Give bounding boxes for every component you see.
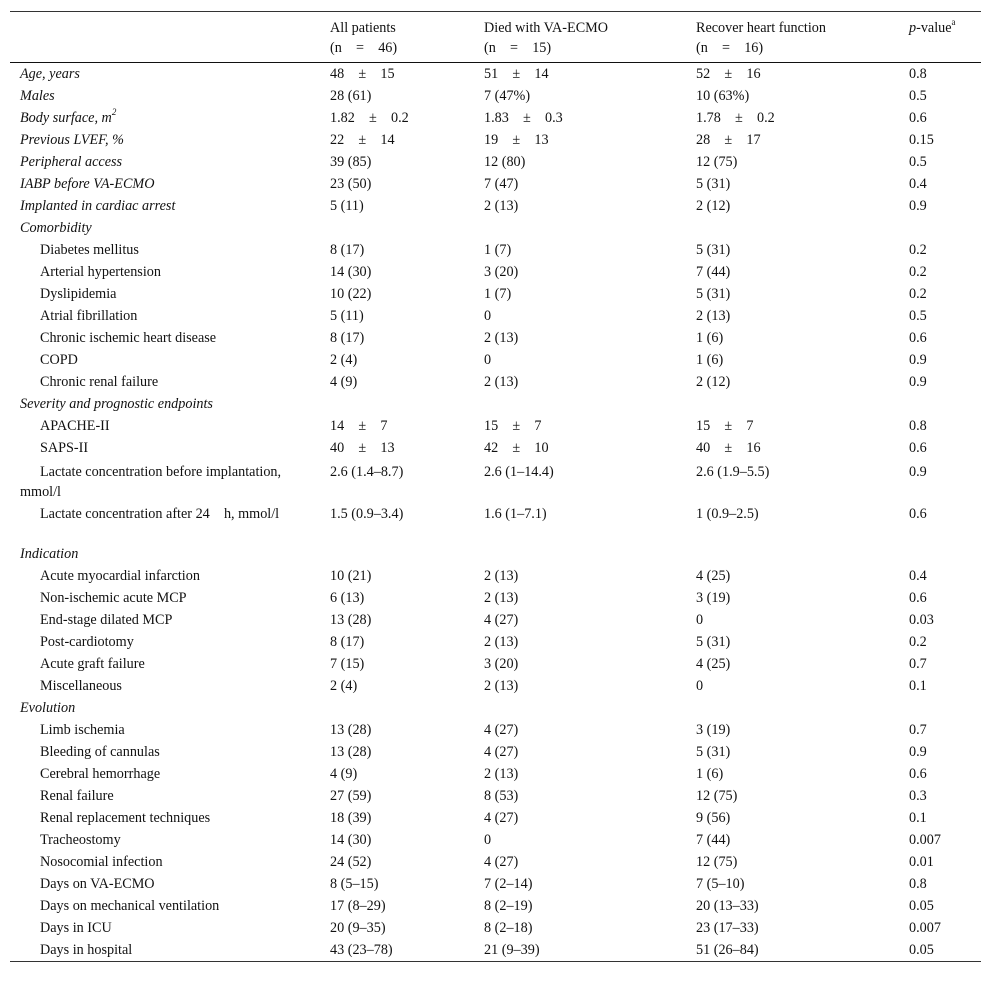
p-value: 0.7 xyxy=(909,656,927,672)
recovered-value: 5 (31) xyxy=(696,744,731,760)
recovered-value: 1 (6) xyxy=(696,352,724,368)
row-label xyxy=(20,675,340,697)
header-col1-title: All patients xyxy=(330,20,396,36)
all-patients-value: 28 (61) xyxy=(330,88,372,104)
all-patients-value: 13 (28) xyxy=(330,722,372,738)
recovered-value: 28 ± 17 xyxy=(696,132,761,148)
died-value: 2 (13) xyxy=(484,330,519,346)
header-died-with-va-ecmo xyxy=(484,18,608,58)
p-value: 0.6 xyxy=(909,110,927,126)
row-label xyxy=(20,173,320,195)
recovered-value: 2 (12) xyxy=(696,198,731,214)
all-patients-value: 14 ± 7 xyxy=(330,418,388,434)
table-row xyxy=(10,895,981,917)
recovered-value: 12 (75) xyxy=(696,854,738,870)
p-value: 0.9 xyxy=(909,374,927,390)
recovered-value: 10 (63%) xyxy=(696,88,750,104)
row-label xyxy=(20,283,340,305)
p-value: 0.5 xyxy=(909,308,927,324)
p-value: 0.9 xyxy=(909,464,927,480)
table-row xyxy=(10,873,981,895)
recovered-value: 7 (44) xyxy=(696,832,731,848)
died-value: 7 (2–14) xyxy=(484,876,533,892)
recovered-value: 0 xyxy=(696,612,704,628)
section-heading: Comorbidity xyxy=(20,220,92,236)
table-row xyxy=(10,371,981,393)
row-label xyxy=(20,609,340,631)
p-value: 0.007 xyxy=(909,920,941,936)
row-label-text: IABP before VA-ECMO xyxy=(20,176,155,192)
p-value: 0.2 xyxy=(909,264,927,280)
died-value: 2 (13) xyxy=(484,568,519,584)
all-patients-value: 4 (9) xyxy=(330,766,358,782)
row-label-text: Implanted in cardiac arrest xyxy=(20,198,176,214)
p-value: 0.9 xyxy=(909,744,927,760)
table-row xyxy=(10,719,981,741)
all-patients-value: 1.5 (0.9–3.4) xyxy=(330,506,404,522)
died-value: 4 (27) xyxy=(484,612,519,628)
died-value: 1 (7) xyxy=(484,286,512,302)
died-value: 12 (80) xyxy=(484,154,526,170)
p-value: 0.6 xyxy=(909,506,927,522)
section-heading: Indication xyxy=(20,546,79,562)
header-all-patients xyxy=(330,18,397,58)
p-value: 0.007 xyxy=(909,832,941,848)
row-label-superscript: 2 xyxy=(111,107,117,118)
died-value: 3 (20) xyxy=(484,264,519,280)
all-patients-value: 14 (30) xyxy=(330,832,372,848)
recovered-value: 7 (44) xyxy=(696,264,731,280)
p-value: 0.9 xyxy=(909,352,927,368)
row-label-text: Previous LVEF, % xyxy=(20,132,124,148)
table-row xyxy=(10,675,981,697)
row-label xyxy=(20,873,340,895)
table-row xyxy=(10,327,981,349)
recovered-value: 2.6 (1.9–5.5) xyxy=(696,464,770,480)
died-value: 2 (13) xyxy=(484,678,519,694)
all-patients-value: 5 (11) xyxy=(330,198,364,214)
row-label-text: Days in ICU xyxy=(40,920,112,936)
header-recover-heart-function xyxy=(696,18,826,58)
section-heading: Severity and prognostic endpoints xyxy=(20,396,213,412)
row-label-text: Renal replacement techniques xyxy=(40,810,211,826)
row-label xyxy=(20,462,320,502)
table-row xyxy=(10,415,981,437)
died-value: 15 ± 7 xyxy=(484,418,542,434)
all-patients-value: 24 (52) xyxy=(330,854,372,870)
died-value: 4 (27) xyxy=(484,810,519,826)
table-row xyxy=(10,631,981,653)
died-value: 3 (20) xyxy=(484,656,519,672)
p-value: 0.6 xyxy=(909,440,927,456)
died-value: 4 (27) xyxy=(484,744,519,760)
recovered-value: 2 (13) xyxy=(696,308,731,324)
row-label-text: Arterial hypertension xyxy=(40,264,161,280)
row-label-text: Non-ischemic acute MCP xyxy=(40,590,187,606)
died-value: 4 (27) xyxy=(484,722,519,738)
table-row xyxy=(10,107,981,129)
recovered-value: 5 (31) xyxy=(696,634,731,650)
recovered-value: 20 (13–33) xyxy=(696,898,759,914)
recovered-value: 9 (56) xyxy=(696,810,731,826)
row-label xyxy=(20,107,320,129)
table-row xyxy=(10,565,981,587)
all-patients-value: 13 (28) xyxy=(330,744,372,760)
died-value: 1.83 ± 0.3 xyxy=(484,110,563,126)
died-value: 0 xyxy=(484,832,492,848)
all-patients-value: 2.6 (1.4–8.7) xyxy=(330,464,404,480)
died-value: 2 (13) xyxy=(484,198,519,214)
all-patients-value: 8 (17) xyxy=(330,242,365,258)
row-label-text: Days on mechanical ventilation xyxy=(40,898,220,914)
recovered-value: 4 (25) xyxy=(696,656,731,672)
row-label xyxy=(20,763,340,785)
died-value: 51 ± 14 xyxy=(484,66,549,82)
p-value: 0.2 xyxy=(909,286,927,302)
all-patients-value: 43 (23–78) xyxy=(330,942,393,958)
row-label xyxy=(20,63,320,85)
row-label xyxy=(20,895,340,917)
p-value: 0.05 xyxy=(909,898,934,914)
table-row xyxy=(10,173,981,195)
p-value: 0.6 xyxy=(909,590,927,606)
died-value: 2 (13) xyxy=(484,374,519,390)
recovered-value: 5 (31) xyxy=(696,176,731,192)
recovered-value: 7 (5–10) xyxy=(696,876,745,892)
all-patients-value: 8 (5–15) xyxy=(330,876,379,892)
all-patients-value: 13 (28) xyxy=(330,612,372,628)
row-label xyxy=(20,349,340,371)
p-value: 0.03 xyxy=(909,612,934,628)
recovered-value: 40 ± 16 xyxy=(696,440,761,456)
row-label-text: Limb ischemia xyxy=(40,722,125,738)
header-col3-n: (n = 16) xyxy=(696,40,764,56)
row-label xyxy=(20,807,340,829)
row-label xyxy=(20,305,340,327)
table-row xyxy=(10,653,981,675)
all-patients-value: 8 (17) xyxy=(330,330,365,346)
died-value: 2 (13) xyxy=(484,590,519,606)
table-row xyxy=(10,851,981,873)
header-p-rest: -value xyxy=(916,20,952,36)
table-row xyxy=(10,807,981,829)
row-label-text: COPD xyxy=(40,352,78,368)
table-row xyxy=(10,587,981,609)
all-patients-value: 40 ± 13 xyxy=(330,440,395,456)
row-label xyxy=(20,195,320,217)
row-label xyxy=(20,371,340,393)
table-row xyxy=(10,939,981,961)
row-label-text: Age, years xyxy=(20,66,80,82)
header-p-italic: p xyxy=(909,20,917,36)
recovered-value: 1 (6) xyxy=(696,766,724,782)
row-label xyxy=(20,151,320,173)
row-label-text: Chronic ischemic heart disease xyxy=(40,330,217,346)
table-row xyxy=(10,239,981,261)
row-label xyxy=(20,829,340,851)
all-patients-value: 27 (59) xyxy=(330,788,372,804)
p-value: 0.1 xyxy=(909,810,927,826)
header-col1-n: (n = 46) xyxy=(330,40,398,56)
table-body xyxy=(10,63,981,961)
p-value: 0.6 xyxy=(909,330,927,346)
row-label xyxy=(20,653,340,675)
row-label xyxy=(20,261,340,283)
p-value: 0.2 xyxy=(909,634,927,650)
table-header xyxy=(10,12,981,63)
p-value: 0.9 xyxy=(909,198,927,214)
row-label xyxy=(20,85,320,107)
row-label-text: Diabetes mellitus xyxy=(40,242,139,258)
all-patients-value: 8 (17) xyxy=(330,634,365,650)
table-row xyxy=(10,917,981,939)
row-label xyxy=(20,565,340,587)
recovered-value: 52 ± 16 xyxy=(696,66,761,82)
row-label-text: Males xyxy=(20,88,55,104)
row-label-text: Acute graft failure xyxy=(40,656,145,672)
all-patients-value: 5 (11) xyxy=(330,308,364,324)
row-label-text: APACHE-II xyxy=(40,418,110,434)
recovered-value: 12 (75) xyxy=(696,788,738,804)
row-label-text: Chronic renal failure xyxy=(40,374,159,390)
died-value: 1 (7) xyxy=(484,242,512,258)
p-value: 0.3 xyxy=(909,788,927,804)
all-patients-value: 17 (8–29) xyxy=(330,898,386,914)
all-patients-value: 14 (30) xyxy=(330,264,372,280)
recovered-value: 2 (12) xyxy=(696,374,731,390)
all-patients-value: 10 (22) xyxy=(330,286,372,302)
row-label xyxy=(20,917,340,939)
row-label-text: Body surface, m xyxy=(20,110,112,126)
row-label xyxy=(20,437,340,459)
patient-characteristics-table xyxy=(10,11,981,962)
all-patients-value: 22 ± 14 xyxy=(330,132,395,148)
table-row xyxy=(10,261,981,283)
recovered-value: 3 (19) xyxy=(696,722,731,738)
recovered-value: 23 (17–33) xyxy=(696,920,759,936)
recovered-value: 51 (26–84) xyxy=(696,942,759,958)
row-label-text: Acute myocardial infarction xyxy=(40,568,200,584)
all-patients-value: 2 (4) xyxy=(330,678,358,694)
table-row xyxy=(10,151,981,173)
table-row xyxy=(10,741,981,763)
section-row xyxy=(10,217,981,239)
p-value: 0.8 xyxy=(909,418,927,434)
recovered-value: 4 (25) xyxy=(696,568,731,584)
table-row xyxy=(10,459,981,501)
section-row xyxy=(10,543,981,565)
row-label-text: Cerebral hemorrhage xyxy=(40,766,161,782)
recovered-value: 0 xyxy=(696,678,704,694)
p-value: 0.4 xyxy=(909,568,927,584)
row-label xyxy=(20,719,340,741)
row-label xyxy=(20,327,340,349)
table-row xyxy=(10,85,981,107)
all-patients-value: 4 (9) xyxy=(330,374,358,390)
all-patients-value: 20 (9–35) xyxy=(330,920,386,936)
p-value: 0.7 xyxy=(909,722,927,738)
p-value: 0.6 xyxy=(909,766,927,782)
recovered-value: 1.78 ± 0.2 xyxy=(696,110,775,126)
row-label-text: Atrial fibrillation xyxy=(40,308,138,324)
p-value: 0.5 xyxy=(909,88,927,104)
table-row xyxy=(10,501,981,543)
row-label-text: Post-cardiotomy xyxy=(40,634,134,650)
table-row xyxy=(10,437,981,459)
died-value: 2 (13) xyxy=(484,766,519,782)
recovered-value: 1 (0.9–2.5) xyxy=(696,506,759,522)
p-value: 0.4 xyxy=(909,176,927,192)
table-row xyxy=(10,283,981,305)
p-value: 0.8 xyxy=(909,66,927,82)
section-heading: Evolution xyxy=(20,700,76,716)
recovered-value: 15 ± 7 xyxy=(696,418,754,434)
table-row xyxy=(10,349,981,371)
row-label-text: Days in hospital xyxy=(40,942,133,958)
died-value: 8 (2–19) xyxy=(484,898,533,914)
row-label xyxy=(20,587,340,609)
all-patients-value: 18 (39) xyxy=(330,810,372,826)
all-patients-value: 39 (85) xyxy=(330,154,372,170)
row-label xyxy=(20,504,320,524)
row-label xyxy=(20,631,340,653)
header-col2-n: (n = 15) xyxy=(484,40,552,56)
row-label-text: Bleeding of cannulas xyxy=(40,744,160,760)
row-label xyxy=(20,415,340,437)
row-label-text: Days on VA-ECMO xyxy=(40,876,155,892)
p-value: 0.05 xyxy=(909,942,934,958)
all-patients-value: 23 (50) xyxy=(330,176,372,192)
recovered-value: 1 (6) xyxy=(696,330,724,346)
all-patients-value: 2 (4) xyxy=(330,352,358,368)
died-value: 19 ± 13 xyxy=(484,132,549,148)
table-row xyxy=(10,609,981,631)
row-label-text: SAPS-II xyxy=(40,440,89,456)
recovered-value: 5 (31) xyxy=(696,242,731,258)
table-row xyxy=(10,763,981,785)
row-label-text: Lactate concentration after 24 h, mmol/l xyxy=(40,506,280,522)
died-value: 7 (47%) xyxy=(484,88,531,104)
table-row xyxy=(10,305,981,327)
died-value: 0 xyxy=(484,308,492,324)
header-p-footnote: a xyxy=(951,17,956,28)
all-patients-value: 6 (13) xyxy=(330,590,365,606)
row-label-text: Tracheostomy xyxy=(40,832,121,848)
p-value: 0.1 xyxy=(909,678,927,694)
header-p-value xyxy=(909,18,956,38)
row-label xyxy=(20,939,340,961)
row-label xyxy=(20,239,340,261)
died-value: 4 (27) xyxy=(484,854,519,870)
table-row xyxy=(10,63,981,85)
row-label-text: Lactate concentration before implantation, mmol/l xyxy=(20,464,282,500)
row-label xyxy=(20,129,320,151)
row-label-text: End-stage dilated MCP xyxy=(40,612,173,628)
header-col2-title: Died with VA-ECMO xyxy=(484,20,609,36)
p-value: 0.01 xyxy=(909,854,934,870)
table-row xyxy=(10,129,981,151)
header-col3-title: Recover heart function xyxy=(696,20,826,36)
died-value: 7 (47) xyxy=(484,176,519,192)
all-patients-value: 48 ± 15 xyxy=(330,66,395,82)
died-value: 42 ± 10 xyxy=(484,440,549,456)
row-label xyxy=(20,851,340,873)
died-value: 8 (2–18) xyxy=(484,920,533,936)
p-value: 0.15 xyxy=(909,132,934,148)
table-row xyxy=(10,829,981,851)
row-label-text: Renal failure xyxy=(40,788,114,804)
died-value: 2 (13) xyxy=(484,634,519,650)
row-label xyxy=(20,741,340,763)
recovered-value: 12 (75) xyxy=(696,154,738,170)
all-patients-value: 1.82 ± 0.2 xyxy=(330,110,409,126)
p-value: 0.2 xyxy=(909,242,927,258)
recovered-value: 3 (19) xyxy=(696,590,731,606)
row-label-text: Peripheral access xyxy=(20,154,123,170)
row-label xyxy=(20,785,340,807)
p-value: 0.8 xyxy=(909,876,927,892)
all-patients-value: 10 (21) xyxy=(330,568,372,584)
died-value: 2.6 (1–14.4) xyxy=(484,464,554,480)
p-value: 0.5 xyxy=(909,154,927,170)
died-value: 21 (9–39) xyxy=(484,942,540,958)
all-patients-value: 7 (15) xyxy=(330,656,365,672)
died-value: 8 (53) xyxy=(484,788,519,804)
table-row xyxy=(10,785,981,807)
row-label-text: Dyslipidemia xyxy=(40,286,117,302)
section-row xyxy=(10,697,981,719)
row-label-text: Miscellaneous xyxy=(40,678,122,694)
row-label-text: Nosocomial infection xyxy=(40,854,163,870)
table-row xyxy=(10,195,981,217)
died-value: 0 xyxy=(484,352,492,368)
died-value: 1.6 (1–7.1) xyxy=(484,506,547,522)
recovered-value: 5 (31) xyxy=(696,286,731,302)
section-row xyxy=(10,393,981,415)
